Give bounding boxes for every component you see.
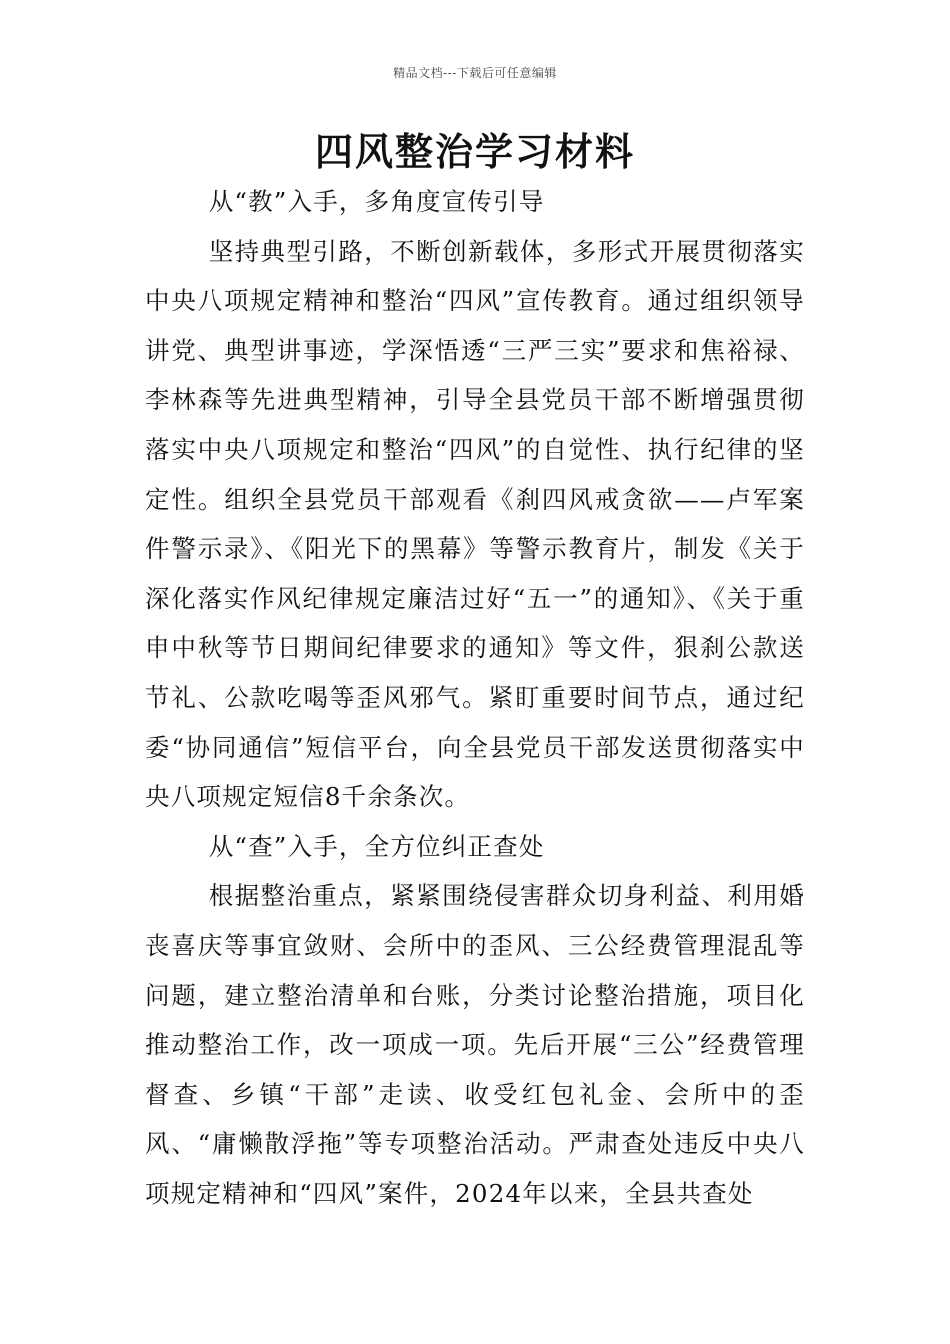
paragraph-inspection: 根据整治重点，紧紧围绕侵害群众切身利益、利用婚丧喜庆等事宜敛财、会所中的歪风、三公经费管理混乱等问题，建立整治清单和台账，分类讨论整治措施，项目化推动整治工作，改一项成一项。先后开展“三公”经费管理督查、乡镇“干部”走读、收受红包礼金、会所中的歪风、“庸懒散浮拖”等专项整治活动。严肃查处违反中央八项规定精神和“四风”案件，2024年以来，全县共查处 bbox=[145, 881, 805, 1208]
paragraph-education: 坚持典型引路，不断创新载体，多形式开展贯彻落实中央八项规定精神和整治“四风”宣传教育。通过组织领导讲党、典型讲事迹，学深悟透“三严三实”要求和焦裕禄、李林森等先进典型精神，引导全县党员干部不断增强贯彻落实中央八项规定和整治“四风”的自觉性、执行纪律的坚定性。组织全县党员干部观看《刹四风戒贪欲——卢军案件警示录》、《阳光下的黑幕》等警示教育片，制发《关于深化落实作风纪律规定廉洁过好“五一”的通知》、《关于重申中秋等节日期间纪律要求的通知》等文件，狠刹公款送节礼、公款吃喝等歪风邪气。紧盯重要时间节点，通过纪委“协同通信”短信平台，向全县党员干部发送贯彻落实中央八项规定短信8千余条次。 bbox=[145, 236, 805, 812]
section-heading-education: 从“教”入手，多角度宣传引导 bbox=[208, 187, 545, 216]
section-heading-inspection: 从“查”入手，全方位纠正查处 bbox=[208, 831, 545, 861]
document-title: 四风整治学习材料 bbox=[314, 129, 635, 174]
header-note: 精品文档---下载后可任意编辑 bbox=[393, 66, 557, 80]
document-body bbox=[145, 177, 805, 1218]
